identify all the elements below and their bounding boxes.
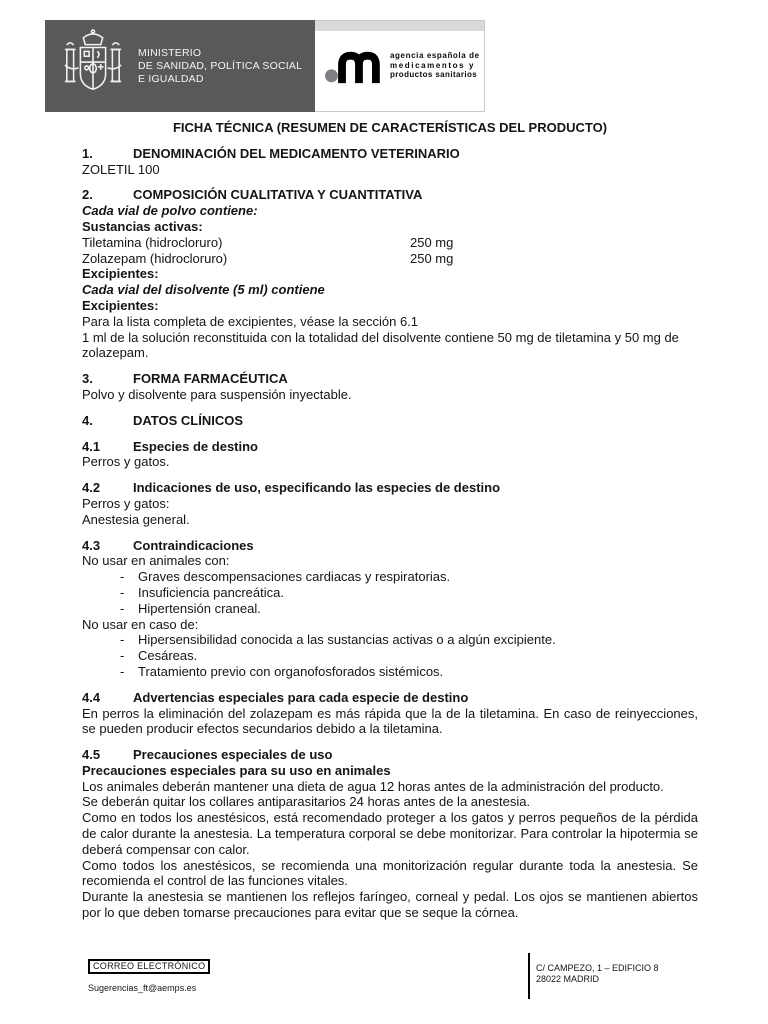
list-item: - Hipersensibilidad conocida a las sustancias activas o a algún excipiente. (120, 632, 556, 648)
agency-name-line3: productos sanitarios (390, 70, 478, 80)
contraindications-intro-2: No usar en caso de: (82, 616, 199, 632)
header-band (45, 20, 485, 112)
agency-name-line2: medicamentos y (390, 60, 476, 70)
excipients-label: Excipientes: (82, 266, 159, 282)
agency-name-line1: agencia española de (390, 51, 480, 61)
substance-name: Tiletamina (hidrocloruro) (82, 234, 223, 250)
address-line-1: C/ CAMPEZO, 1 – EDIFICIO 8 (536, 963, 659, 973)
section-4-1-heading: 4.1 Especies de destino (82, 438, 258, 454)
precautions-paragraph: Como en todos los anestésicos, está recomendado proteger a los gatos y perros pequeños de la pérdida de calor durante la anestesia. La temperatura corporal se debe monitorizar. Para controlar la hipotermia se deberá compensar con calor. (82, 810, 698, 857)
section-number: 4. (82, 412, 93, 428)
section-4-heading: 4. DATOS CLÍNICOS (82, 412, 244, 428)
list-item: - Tratamiento previo con organofosforados sistémicos. (120, 663, 444, 679)
footer-address-block (536, 963, 659, 985)
section-number: 3. (82, 371, 93, 387)
aemps-logo-icon (323, 41, 383, 90)
pharmaceutical-form: Polvo y disolvente para suspensión inyectable. (82, 386, 352, 402)
bullet-dash: - (120, 600, 125, 616)
precautions-subheading: Precauciones especiales para su uso en animales (82, 762, 391, 778)
ministry-logo-block (45, 20, 315, 112)
list-item: - Hipertensión craneal. (120, 600, 261, 616)
indications-use-line: Anestesia general. (82, 511, 190, 527)
contraindications-intro-1: No usar en animales con: (82, 553, 230, 569)
composition-vial-powder-line: Cada vial de polvo contiene: (82, 203, 258, 219)
footer-divider (528, 953, 530, 999)
document-title: FICHA TÉCNICA (RESUMEN DE CARACTERÍSTICAS DEL PRODUCTO) (172, 120, 608, 135)
agency-logo-block (315, 20, 485, 112)
bullet-dash: - (120, 648, 125, 664)
section-number: 1. (82, 145, 93, 161)
section-4-5-heading: 4.5 Precauciones especiales de uso (82, 747, 333, 763)
ministry-name (138, 47, 302, 86)
section-2-heading: 2. COMPOSICIÓN CUALITATIVA Y CUANTITATIVA (82, 187, 423, 203)
special-warnings-paragraph: En perros la eliminación del zolazepam es más rápida que la de la tiletamina. En caso de reinyecciones, se pueden producir efectos secundarios debido a la tiletamina. (82, 705, 698, 737)
list-item: - Graves descompensaciones cardiacas y respiratorias. (120, 569, 451, 585)
composition-row (82, 251, 698, 267)
bullet-dash: - (120, 663, 125, 679)
agency-name (390, 51, 480, 80)
address-line-2: 28022 MADRID (536, 974, 600, 984)
precautions-paragraph: Los animales deberán mantener una dieta de agua 12 horas antes de la administración del producto. (82, 778, 664, 794)
email-address: Sugerencias_ft@aemps.es (88, 983, 197, 993)
substance-quantity: 250 mg (410, 250, 454, 266)
section-4-2-heading: 4.2 Indicaciones de uso, especificando las especies de destino (82, 480, 501, 496)
section-number: 4.3 (82, 537, 101, 553)
section-1-heading: 1. DENOMINACIÓN DEL MEDICAMENTO VETERINARIO (82, 145, 460, 161)
ministry-name-line2: DE SANIDAD, POLÍTICA SOCIAL (138, 59, 303, 72)
spain-coat-of-arms-icon (61, 26, 125, 107)
product-name: ZOLETIL 100 (82, 161, 160, 177)
ministry-name-line1: MINISTERIO (138, 46, 202, 59)
bullet-dash: - (120, 569, 125, 585)
section-number: 4.2 (82, 480, 101, 496)
section-number: 4.1 (82, 438, 101, 454)
section-4-3-heading: 4.3 Contraindicaciones (82, 537, 254, 553)
document-content (82, 120, 698, 921)
precautions-paragraph: Como todos los anestésicos, se recomienda una monitorización regular durante toda la anestesia. Se recomienda el control de las funciones vitales. (82, 857, 698, 889)
precautions-paragraph: Se deberán quitar los collares antiparasitarios 24 horas antes de la anestesia. (82, 794, 531, 810)
active-substances-label: Sustancias activas: (82, 218, 203, 234)
solvent-vial-line: Cada vial del disolvente (5 ml) contiene (82, 282, 325, 298)
section-number: 4.4 (82, 689, 101, 705)
agency-top-strip (315, 21, 484, 31)
substance-quantity: 250 mg (410, 234, 454, 250)
indications-species-line: Perros y gatos: (82, 495, 170, 511)
list-item: - Insuficiencia pancreática. (120, 584, 284, 600)
composition-row (82, 235, 698, 251)
footer-email-block (88, 956, 210, 993)
section-4-4-heading: 4.4 Advertencias especiales para cada especie de destino (82, 689, 469, 705)
target-species: Perros y gatos. (82, 454, 170, 470)
bullet-dash: - (120, 584, 125, 600)
ministry-name-line3: E IGUALDAD (138, 72, 204, 85)
section-number: 2. (82, 187, 93, 203)
bullet-dash: - (120, 632, 125, 648)
section-number: 4.5 (82, 747, 101, 763)
substance-name: Zolazepam (hidrocloruro) (82, 250, 228, 266)
email-label-box: CORREO ELECTRÓNICO (88, 959, 210, 974)
precautions-paragraph: Durante la anestesia se mantienen los reflejos faríngeo, corneal y pedal. Los ojos se mantienen abiertos por lo que deben tomarse precauciones para evitar que se seque la córnea. (82, 889, 698, 921)
section-3-heading: 3. FORMA FARMACÉUTICA (82, 371, 288, 387)
reconstituted-solution-line: 1 ml de la solución reconstituida con la totalidad del disolvente contiene 50 mg de tiletamina y 50 mg de zolazepam. (82, 329, 679, 361)
list-item: - Cesáreas. (120, 648, 198, 664)
excipients-reference-line: Para la lista completa de excipientes, véase la sección 6.1 (82, 313, 419, 329)
excipients-label: Excipientes: (82, 297, 159, 313)
